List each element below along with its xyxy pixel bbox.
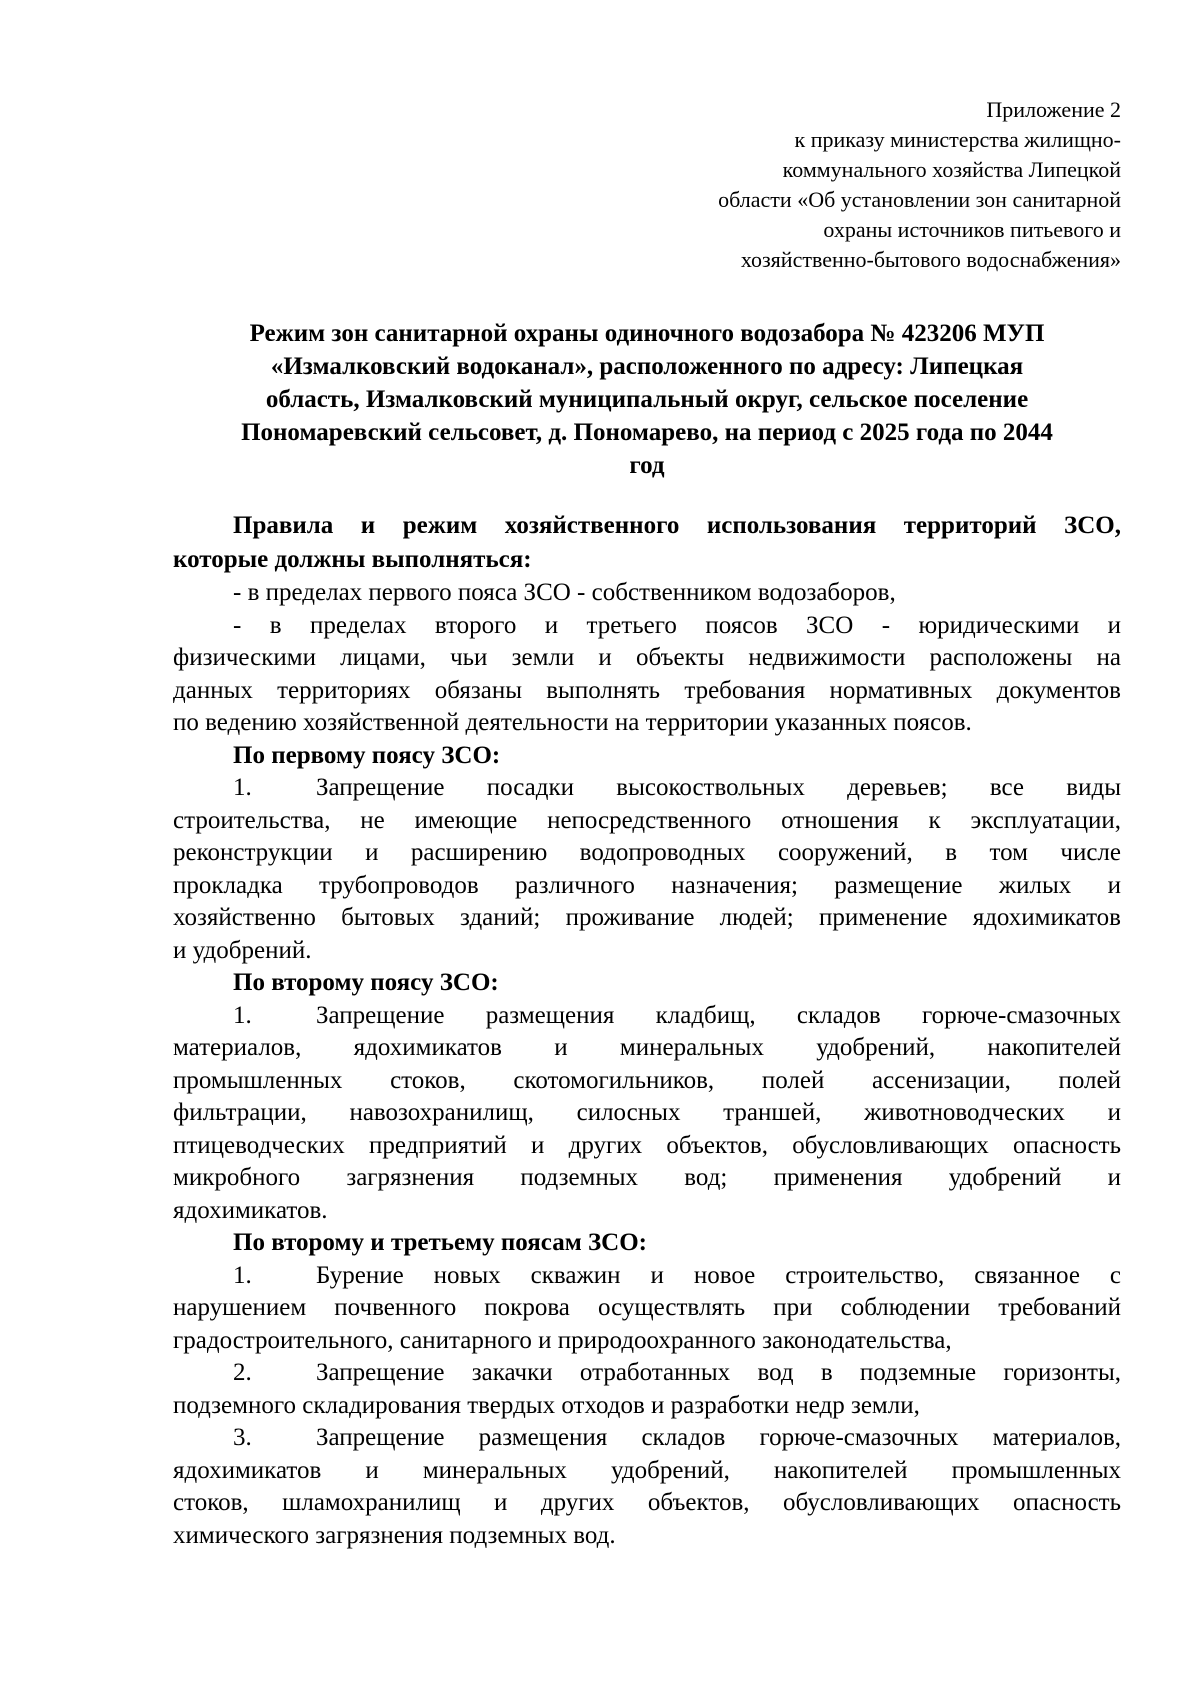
paragraph-line: и удобрений. [173,936,312,964]
paragraph-line: химического загрязнения подземных вод. [173,1521,616,1549]
section-heading-first-belt: По первому поясу ЗСО: [233,741,501,769]
paragraph-line: подземного складирования твердых отходов и разработки недр земли, [173,1391,920,1419]
title-line: Режим зон санитарной охраны одиночного водозабора № 423206 МУП [249,320,1045,347]
paragraph-line: ядохимикатов. [173,1196,328,1224]
paragraph-number: 1. [233,1001,252,1029]
paragraph-line: стоков, шламохранилищ и других объектов, обусловливающих опасность [173,1489,1121,1516]
paragraph-line: Бурение новых скважин и новое строительство, связанное с [316,1261,1121,1289]
title-line: область, Измалковский муниципальный округ, сельское поселение [265,386,1029,413]
paragraph-line: ядохимикатов и минеральных удобрений, накопителей промышленных [173,1456,1121,1484]
paragraph-line: материалов, ядохимикатов и минеральных удобрений, накопителей [173,1034,1121,1061]
paragraph-line: строительства, не имеющие непосредственного отношения к эксплуатации, [173,806,1121,834]
appendix-line: к приказу министерства жилищно- [794,127,1121,152]
numbered-paragraph-start [173,772,1121,805]
paragraph-line: Запрещение закачки отработанных вод в подземные горизонты, [316,1359,1121,1386]
rules-heading [173,509,1121,577]
title-line: Пономаревский сельсовет, д. Пономарево, на период с 2025 года по 2044 [241,419,1053,446]
paragraph-line: микробного загрязнения подземных вод; применения удобрений и [173,1164,1121,1191]
paragraph-number: 2. [233,1359,252,1386]
paragraph-number: 1. [233,774,252,801]
intro-item-line: по ведению хозяйственной деятельности на территории указанных поясов. [173,709,972,736]
intro-item-first-belt: - в пределах первого пояса ЗСО - собственником водозаборов, [233,579,896,606]
numbered-paragraph-start [173,1357,1121,1390]
section-heading-second-third-belts: По второму и третьему поясам ЗСО: [233,1229,648,1256]
appendix-line: охраны источников питьевого и [823,217,1121,242]
paragraph-line: фильтрации, навозохранилищ, силосных траншей, животноводческих и [173,1099,1121,1126]
appendix-line: коммунального хозяйства Липецкой [782,157,1121,182]
appendix-line: Приложение 2 [986,97,1121,122]
paragraph-line: Запрещение размещения складов горюче-смазочных материалов, [316,1424,1121,1451]
paragraph-number: 3. [233,1424,252,1451]
paragraph-line: градостроительного, санитарного и природоохранного законодательства, [173,1326,952,1354]
appendix-line: хозяйственно-бытового водоснабжения» [740,247,1121,272]
intro-item-line: физическими лицами, чьи земли и объекты недвижимости расположены на [173,644,1121,671]
appendix-block [601,95,1121,275]
numbered-paragraph-start [173,1422,1121,1455]
paragraph-line: реконструкции и расширению водопроводных сооружений, в том числе [173,839,1121,866]
numbered-paragraph-start [173,1260,1121,1293]
rules-heading-line: Правила и режим хозяйственного использования территорий ЗСО, [233,512,1121,539]
paragraph-line: хозяйственно бытовых зданий; проживание людей; применение ядохимикатов [173,904,1121,931]
paragraph-line: нарушением почвенного покрова осуществлять при соблюдении требований [173,1294,1121,1321]
intro-item-line: данных территориях обязаны выполнять требования нормативных документов [173,676,1121,704]
numbered-paragraph-start [173,1000,1121,1033]
title-line: год [629,452,665,479]
appendix-line: области «Об установлении зон санитарной [718,187,1121,212]
document-page [173,95,1121,1552]
paragraph-line: Запрещение посадки высокоствольных деревьев; все виды [316,774,1121,801]
rules-heading-line: которые должны выполняться: [173,546,532,573]
title-line: «Измалковский водоканал», расположенного по адресу: Липецкая [270,353,1024,380]
document-title [173,317,1121,482]
paragraph-line: промышленных стоков, скотомогильников, полей ассенизации, полей [173,1066,1121,1094]
intro-item-line: - в пределах второго и третьего поясов ЗСО - юридическими и [233,611,1121,639]
paragraph-line: прокладка трубопроводов различного назначения; размещение жилых и [173,871,1121,899]
paragraph-line: птицеводческих предприятий и других объектов, обусловливающих опасность [173,1131,1121,1159]
document-body [173,577,1121,1552]
section-heading-second-belt: По второму поясу ЗСО: [233,969,499,996]
paragraph-line: Запрещение размещения кладбищ, складов горюче-смазочных [316,1001,1121,1029]
paragraph-number: 1. [233,1261,252,1289]
